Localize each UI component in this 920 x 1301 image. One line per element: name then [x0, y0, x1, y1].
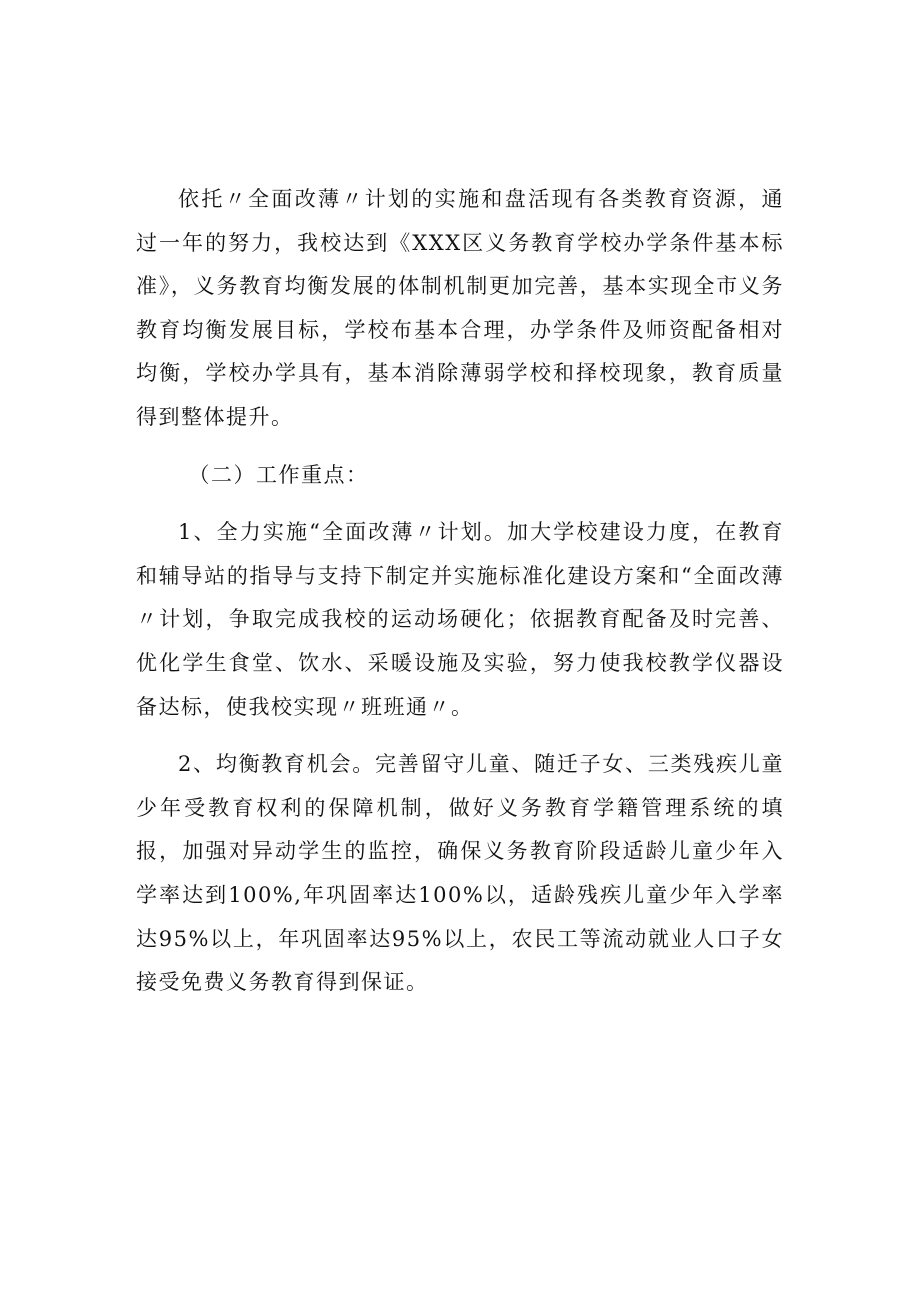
- section-heading-work-focus: （二）工作重点：: [188, 462, 369, 487]
- document-body: [136, 178, 784, 1005]
- paragraph-item-1: 1、全力实施“全面改薄〃计划。加大学校建设力度，在教育和辅导站的指导与支持下制定并实施标准化建设方案和“全面改薄〃计划，争取完成我校的运动场硬化；依据教育配备及时完善、优化学生食堂、饮水、采暖设施及实验，努力使我校教学仪器设备达标，使我校实现〃班班通〃。: [136, 520, 784, 719]
- paragraph-item-2: 2、均衡教育机会。完善留守儿童、随迁子女、三类残疾儿童少年受教育权利的保障机制，做好义务教育学籍管理系统的填报，加强对异动学生的监控，确保义务教育阶段适龄儿童少年入学率达到100%,年巩固率达100%以，适龄残疾儿童少年入学率达95%以上，年巩固率达95%以上，农民工等流动就业人口子女接受免费义务教育得到保证。: [136, 752, 784, 995]
- paragraph-goal: 依托〃全面改薄〃计划的实施和盘活现有各类教育资源，通过一年的努力，我校达到《XXX区义务教育学校办学条件基本标准》，义务教育均衡发展的体制机制更加完善，基本实现全市义务教育均衡发展目标，学校布基本合理，办学条件及师资配备相对均衡，学校办学具有，基本消除薄弱学校和择校现象，教育质量得到整体提升。: [136, 187, 784, 429]
